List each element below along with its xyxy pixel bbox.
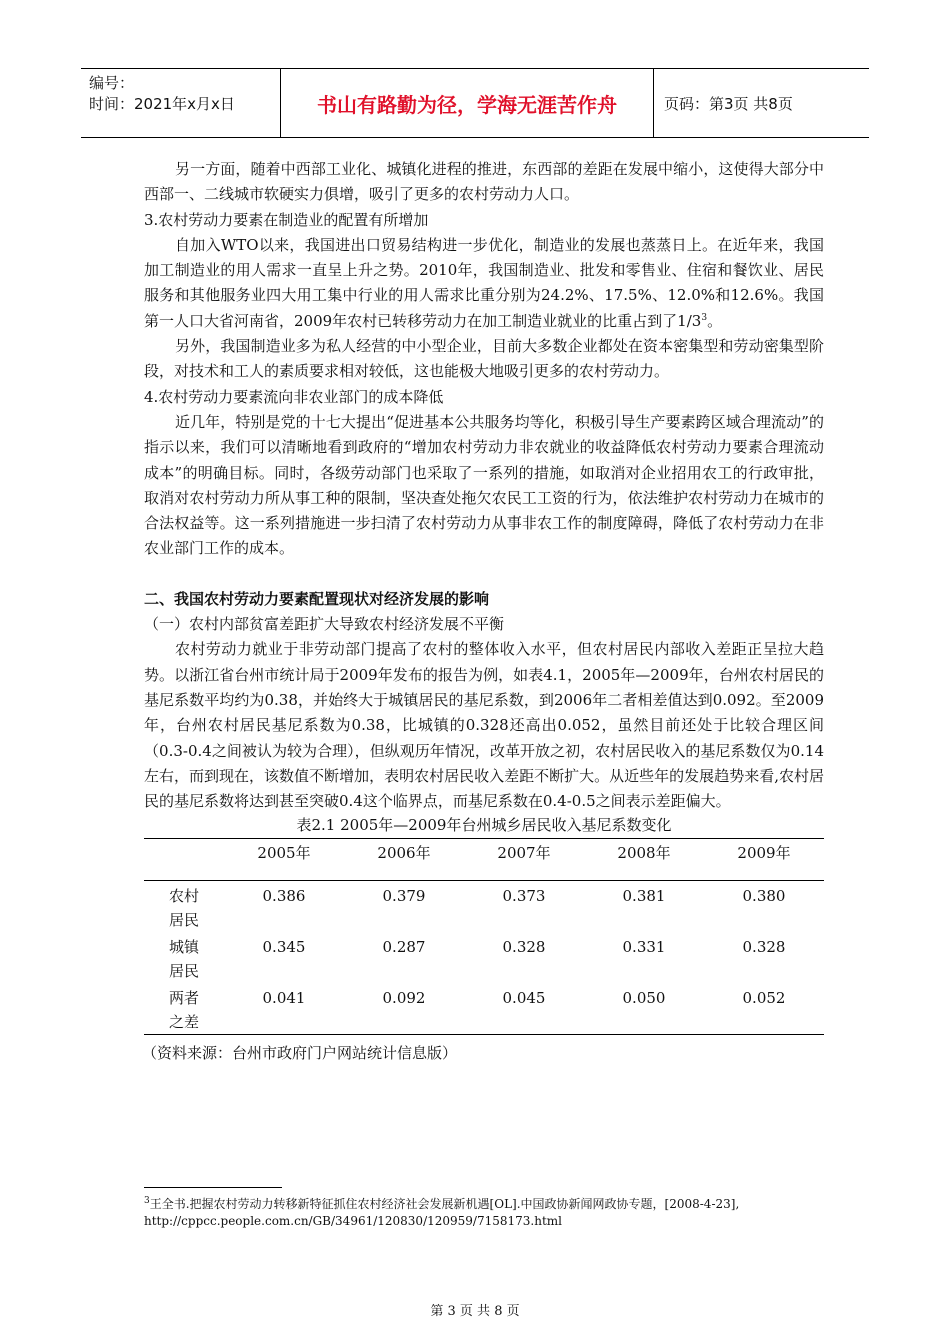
table-cell: 0.379 bbox=[344, 881, 464, 933]
table-row bbox=[144, 932, 824, 983]
table-cell: 0.045 bbox=[464, 983, 584, 1035]
year-header: 2006年 bbox=[377, 844, 431, 863]
date-label: 时间：2021年x月x日 bbox=[89, 95, 235, 113]
table-cell: 0.386 bbox=[224, 881, 344, 933]
table-caption: 表2.1 2005年—2009年台州城乡居民收入基尼系数变化 bbox=[296, 816, 672, 835]
paragraph: 另外，我国制造业多为私人经营的中小型企业，目前大多数企业都处在资本密集型和劳动密集型阶段，对技术和工人的素质要求相对较低，这也能极大地吸引更多的农村劳动力。 bbox=[144, 337, 824, 381]
row-label-line: 居民 bbox=[168, 962, 199, 981]
table-row bbox=[144, 983, 824, 1035]
row-label-line: 农村 bbox=[168, 887, 199, 906]
paragraph: 另一方面，随着中西部工业化、城镇化进程的推进，东西部的差距在发展中缩小，这使得大部分中西部一、二线城市软硬实力俱增，吸引了更多的农村劳动力人口。 bbox=[144, 160, 824, 204]
footnote-text: 王全书.把握农村劳动力转移新特征抓住农村经济社会发展新机遇[OL].中国政协新闻网政协专题，[2008-4-23], http://cppcc.people.com.cn/GB/34961/120830/120959/7158173.html bbox=[144, 1197, 740, 1228]
table-cell: 0.092 bbox=[344, 983, 464, 1035]
subheading: 4.农村劳动力要素流向非农业部门的成本降低 bbox=[144, 387, 444, 406]
row-label-line: 城镇 bbox=[168, 938, 199, 957]
table-header-row bbox=[144, 839, 824, 881]
table-cell: 0.052 bbox=[704, 983, 824, 1035]
footnote-mark: 3 bbox=[144, 1196, 150, 1206]
header-motto: 书山有路勤为径，学海无涯苦作舟 bbox=[281, 69, 654, 137]
row-label bbox=[144, 881, 224, 933]
page-header bbox=[81, 68, 869, 138]
table-cell: 0.328 bbox=[502, 938, 546, 957]
footnote bbox=[144, 1196, 824, 1230]
year-header: 2007年 bbox=[497, 844, 551, 863]
document-body bbox=[144, 157, 824, 1067]
year-header: 2009年 bbox=[737, 844, 791, 863]
table-cell: 0.041 bbox=[224, 983, 344, 1035]
table-corner bbox=[144, 839, 224, 881]
spacer bbox=[144, 562, 824, 587]
table-cell: 0.381 bbox=[584, 881, 704, 933]
table-cell: 0.287 bbox=[382, 938, 426, 957]
paragraph-text: 自加入WTO以来，我国进出口贸易结构进一步优化，制造业的发展也蒸蒸日上。在近年来，我国加工制造业的用人需求一直呈上升之势。2010年，我国制造业、批发和零售业、住宿和餐饮业、居民服务和其他服务业四大用工集中行业的用人需求比重分别为24.2%、17.5%、12.0%和12.6%。我国第一人口大省河南省，2009年农村已转移劳动力在加工制造业就业的比重占到了1/3 bbox=[144, 235, 824, 330]
paragraph: 农村劳动力就业于非劳动部门提高了农村的整体收入水平，但农村居民内部收入差距正呈拉大趋势。以浙江省台州市统计局于2009年发布的报告为例，如表4.1，2005年—2009年，台州农村居民的基尼系数平均约为0.38，并始终大于城镇居民的基尼系数，到2006年二者相差值达到0.092。至2009年，台州农村居民基尼系数为0.38，比城镇的0.328还高出0.052，虽然目前还处于比较合理区间（0.3-0.4之间被认为较为合理），但纵观历年情况，改革开放之初，农村居民收入的基尼系数仅为0.14左右，而到现在，该数值不断增加，表明农村居民收入差距不断扩大。从近些年的发展趋势来看,农村居民的基尼系数将达到甚至突破0.4这个临界点，而基尼系数在0.4-0.5之间表示差距偏大。 bbox=[144, 640, 824, 811]
year-header: 2005年 bbox=[257, 844, 311, 863]
row-label-line: 之差 bbox=[168, 1013, 199, 1032]
table-cell: 0.328 bbox=[742, 938, 786, 957]
table-cell: 0.331 bbox=[622, 938, 666, 957]
row-label bbox=[144, 932, 224, 983]
row-label-line: 居民 bbox=[168, 911, 199, 930]
paragraph: 近几年，特别是党的十七大提出“促进基本公共服务均等化，积极引导生产要素跨区域合理流动”的指示以来，我们可以清晰地看到政府的“增加农村劳动力非农就业的收益降低农村劳动力要素合理流动成本”的明确目标。同时，各级劳动部门也采取了一系列的措施，如取消对企业招用农工的行政审批，取消对农村劳动力所从事工种的限制，坚决查处拖欠农民工工资的行为，依法维护农村劳动力在城市的合法权益等。这一系列措施进一步扫清了农村劳动力从事非农工作的制度障碍，降低了农村劳动力在非农业部门工作的成本。 bbox=[144, 412, 824, 558]
number-label: 编号： bbox=[89, 74, 135, 92]
table-cell: 0.345 bbox=[262, 938, 306, 957]
table-cell: 0.373 bbox=[464, 881, 584, 933]
table-row bbox=[144, 881, 824, 933]
table-cell: 0.050 bbox=[584, 983, 704, 1035]
header-meta bbox=[81, 69, 281, 137]
subsection-heading: （一）农村内部贫富差距扩大导致农村经济发展不平衡 bbox=[144, 615, 505, 634]
row-label bbox=[144, 983, 224, 1035]
section-heading: 二、我国农村劳动力要素配置现状对经济发展的影响 bbox=[144, 589, 490, 608]
table-source: （资料来源：台州市政府门户网站统计信息版） bbox=[142, 1044, 458, 1063]
header-page-info: 页码：第3页 共8页 bbox=[664, 94, 793, 113]
year-header: 2008年 bbox=[617, 844, 671, 863]
footnote-ref[interactable]: 3 bbox=[701, 312, 708, 323]
paragraph-end: 。 bbox=[707, 311, 723, 330]
page-number: 第 3 页 共 8 页 bbox=[430, 1304, 520, 1319]
subheading: 3.农村劳动力要素在制造业的配置有所增加 bbox=[144, 210, 429, 229]
row-label-line: 两者 bbox=[168, 989, 199, 1008]
footnote-separator bbox=[144, 1187, 282, 1188]
paragraph bbox=[144, 233, 824, 334]
table-cell: 0.380 bbox=[704, 881, 824, 933]
gini-table bbox=[144, 838, 824, 1035]
